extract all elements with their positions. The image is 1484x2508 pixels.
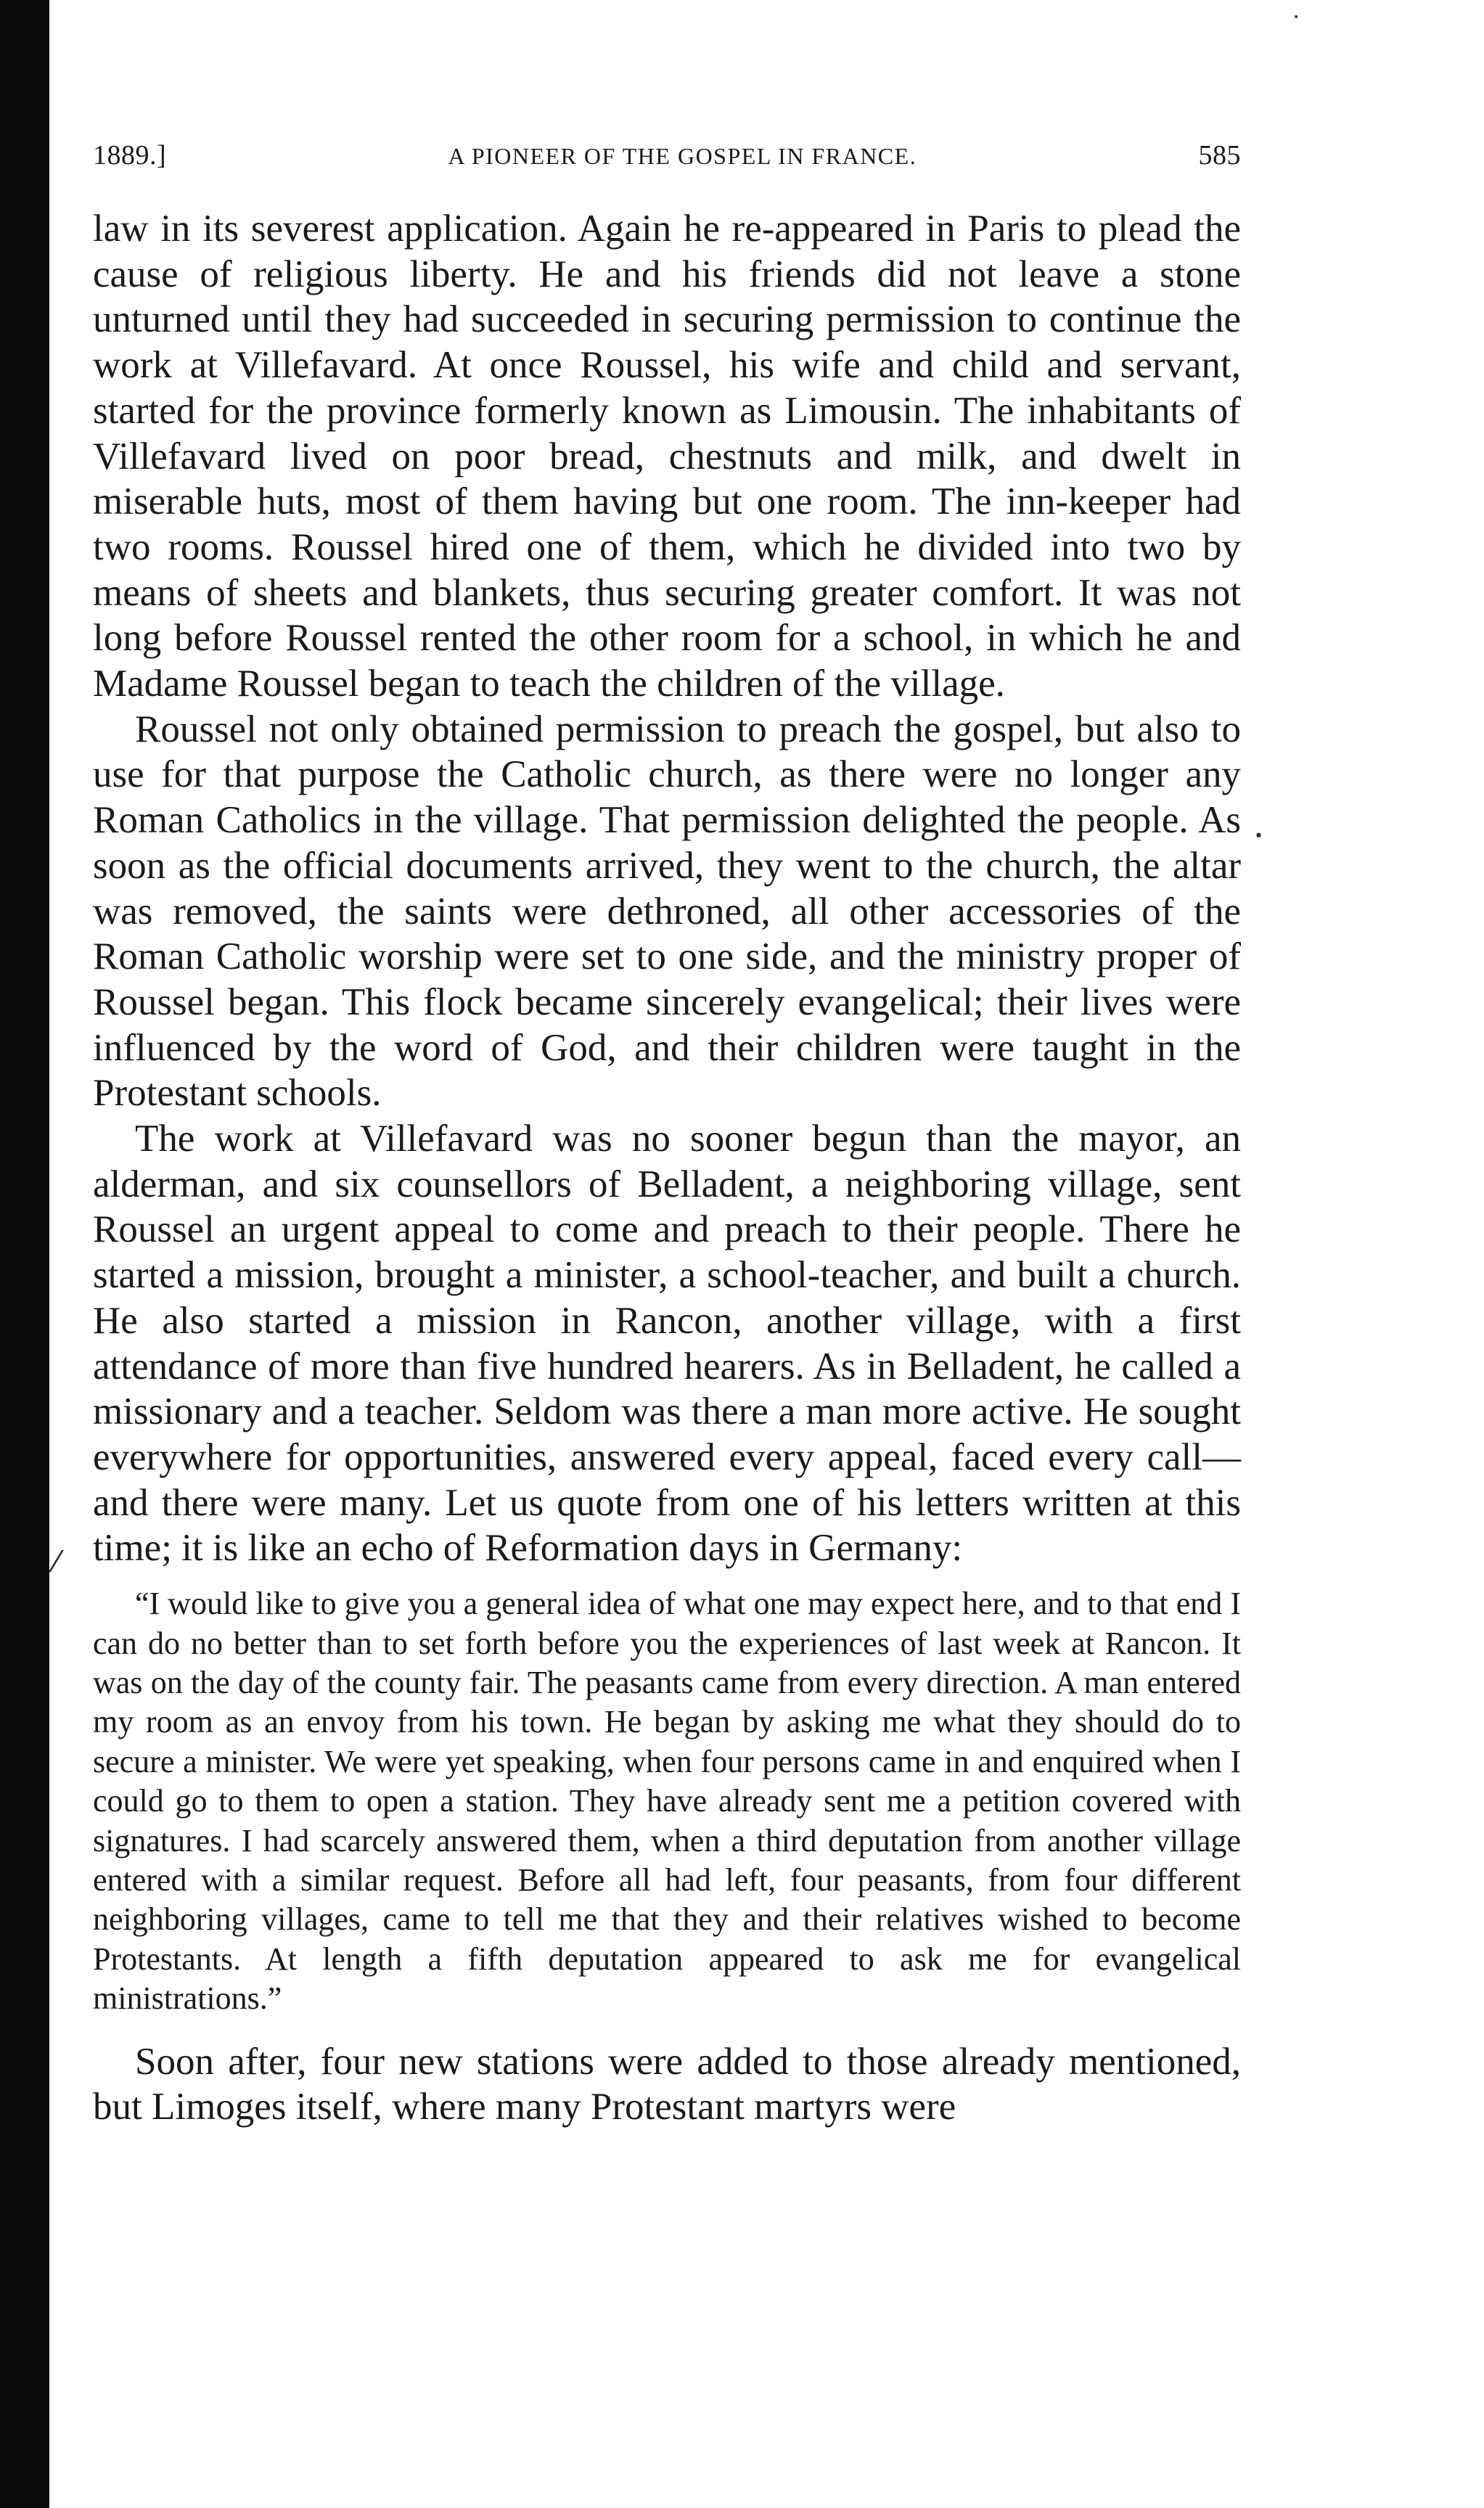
- scan-speck: •: [1293, 12, 1300, 23]
- block-quote: [93, 1584, 1241, 2018]
- paragraph: Roussel not only obtained permission to preach the gospel, but also to use for that purpose the Catholic church, as there were no longer any Roman Catholics in the village. That permission delighted the people. As soon as the official documents arrived, they went to the church, the altar was removed, the saints were dethroned, all other accessories of the Roman Catholic worship were set to one side, and the ministry proper of Roussel began. This flock became sincerely evangelical; their lives were influenced by the word of God, and their children were taught in the Protestant schools.: [93, 708, 1241, 1115]
- scan-speck: •: [1254, 827, 1263, 845]
- header-year: 1889.]: [93, 140, 167, 171]
- header-page-number: 585: [1198, 140, 1241, 171]
- header-title: A PIONEER OF THE GOSPEL IN FRANCE.: [448, 143, 917, 169]
- page-body: [93, 206, 1241, 2130]
- running-header: [93, 139, 1241, 171]
- quote-text: “I would like to give you a general idea of what one may expect here, and to that end I can do no better than to set forth before you the experiences of last week at Rancon. It was on the day of the county fair. The peasants came from every direction. A man entered my room as an envoy from his town. He began by asking me what they should do to secure a minister. We were yet speaking, when four persons came in and enquired when I could go to them to open a station. They have already sent me a petition covered with signatures. I had scarcely answered them, when a third deputation from another village entered with a similar request. Before all had left, four peasants, from four different neighboring villages, came to tell me that they and their relatives wished to become Protestants. At length a fifth deputation appeared to ask me for evangelical ministrations.”: [93, 1586, 1241, 2017]
- paragraph: Soon after, four new stations were added to those already mentioned, but Limoges itself, where many Protestant martyrs were: [93, 2040, 1241, 2128]
- paragraph: The work at Villefavard was no sooner begun than the mayor, an alderman, and six counsellors of Belladent, a neighboring village, sent Roussel an urgent appeal to come and preach to their people. There he started a mission, brought a minister, a school-teacher, and built a church. He also started a mission in Rancon, another village, with a first attendance of more than five hundred hearers. As in Belladent, he called a missionary and a teacher. Seldom was there a man more active. He sought everywhere for opportunities, answered every appeal, faced every call—and there were many. Let us quote from one of his letters written at this time; it is like an echo of Reformation days in Germany:: [93, 1118, 1241, 1570]
- paragraph: law in its severest application. Again he re-appeared in Paris to plead the cause of religious liberty. He and his friends did not leave a stone unturned until they had succeeded in securing permission to continue the work at Villefavard. At once Roussel, his wife and child and servant, started for the province formerly known as Limousin. The inhabitants of Villefavard lived on poor bread, chestnuts and milk, and dwelt in miserable huts, most of them having but one room. The inn-keeper had two rooms. Roussel hired one of them, which he divided into two by means of sheets and blankets, thus securing greater comfort. It was not long before Roussel rented the other room for a school, in which he and Madame Roussel began to teach the children of the village.: [93, 208, 1241, 705]
- scan-speck: ⁄: [54, 1546, 59, 1579]
- book-page: [93, 139, 1241, 2130]
- scan-binding-edge: [0, 0, 49, 2508]
